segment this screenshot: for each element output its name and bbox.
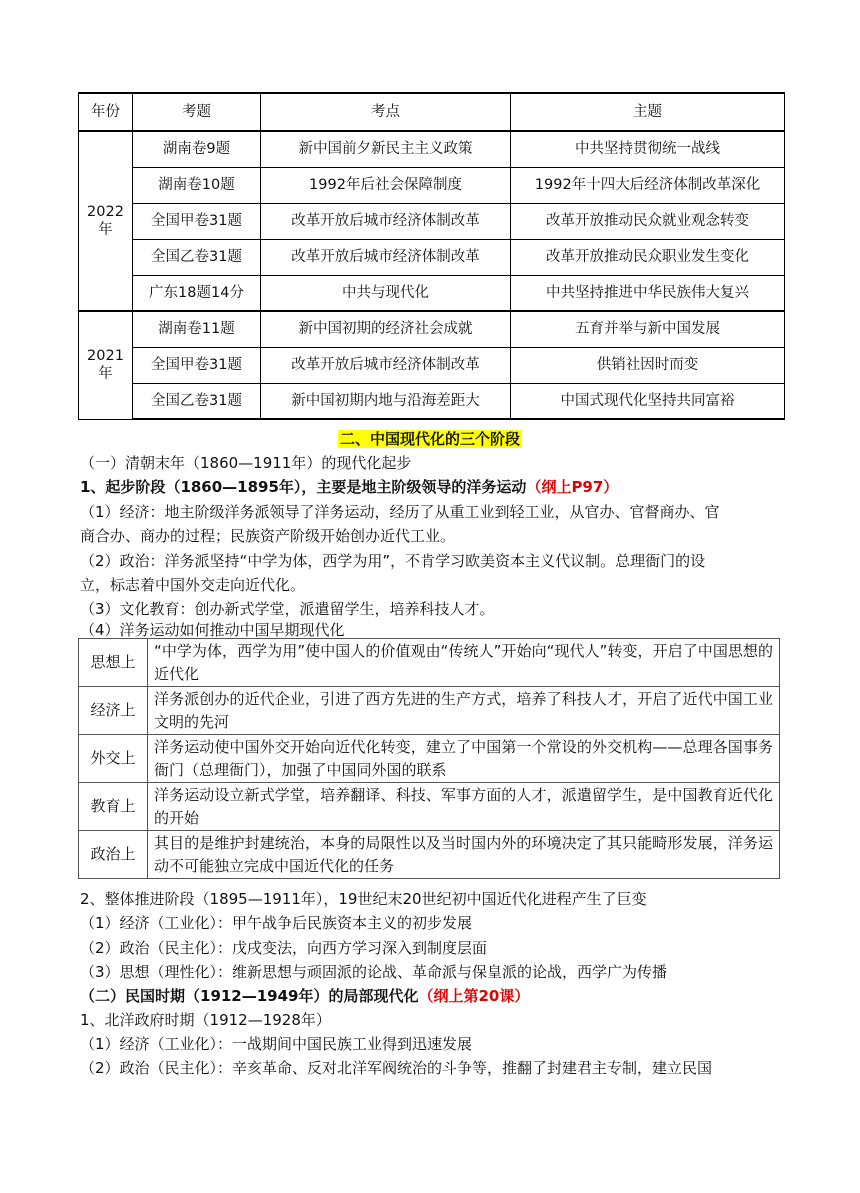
- paragraph: 立，标志着中国外交走向近代化。: [80, 576, 306, 594]
- table-header-row: [79, 93, 785, 131]
- section-title: [0, 429, 860, 449]
- year-cell-2021: 2021 年: [79, 311, 133, 419]
- table-row: [79, 275, 785, 311]
- table-row: [79, 735, 780, 783]
- table-row: [79, 783, 780, 831]
- description-cell: 洋务运动使中国外交开始向近代化转变，建立了中国第一个常设的外交机构——总理各国事务衙门（总理衙门），加强了中国同外国的联系: [148, 735, 780, 783]
- table-row: [79, 131, 785, 167]
- paragraph: （3）文化教育：创办新式学堂，派遣留学生，培养科技人才。: [80, 600, 495, 618]
- question-cell: 全国乙卷31题: [133, 239, 261, 275]
- question-cell: 湖南卷9题: [133, 131, 261, 167]
- point-cell: 新中国前夕新民主主义政策: [261, 131, 511, 167]
- stage2-heading: 2、整体推进阶段（1895—1911年），19世纪末20世纪初中国近代化进程产生了巨变: [80, 890, 647, 908]
- part2-title: （二）民国时期（1912—1949年）的局部现代化: [80, 987, 419, 1005]
- exam-topics-table: [78, 92, 785, 420]
- table-row: [79, 203, 785, 239]
- paragraph: （1）经济（工业化）：一战期间中国民族工业得到迅速发展: [80, 1035, 473, 1053]
- theme-cell: 改革开放推动民众职业发生变化: [511, 239, 785, 275]
- theme-cell: 1992年十四大后经济体制改革深化: [511, 167, 785, 203]
- aspect-cell: 外交上: [79, 735, 148, 783]
- header-theme: 主题: [511, 93, 785, 131]
- question-cell: 全国乙卷31题: [133, 383, 261, 419]
- theme-cell: 供销社因时而变: [511, 347, 785, 383]
- paragraph: （2）政治（民主化）：辛亥革命、反对北洋军阀统治的斗争等，推翻了封建君主专制，建立民国: [80, 1059, 713, 1077]
- aspect-cell: 政治上: [79, 831, 148, 879]
- point-cell: 改革开放后城市经济体制改革: [261, 239, 511, 275]
- question-cell: 湖南卷11题: [133, 311, 261, 347]
- paragraph: （1）经济（工业化）：甲午战争后民族资本主义的初步发展: [80, 914, 473, 932]
- point-cell: 改革开放后城市经济体制改革: [261, 347, 511, 383]
- table-row: [79, 383, 785, 419]
- aspect-cell: 教育上: [79, 783, 148, 831]
- paragraph: 商合办、商办的过程；民族资产阶级开始创办近代工业。: [80, 527, 456, 545]
- theme-cell: 中共坚持贯彻统一战线: [511, 131, 785, 167]
- theme-cell: 五育并举与新中国发展: [511, 311, 785, 347]
- paragraph: （2）政治：洋务派坚持“中学为体，西学为用”，不肯学习欧美资本主义代议制。总理衙门的设: [80, 552, 706, 570]
- yangwu-impact-table: [78, 638, 780, 879]
- year-cell-2022: 2022 年: [79, 131, 133, 311]
- question-cell: 广东18题14分: [133, 275, 261, 311]
- stage1-title: 1、起步阶段（1860—1895年），主要是地主阶级领导的洋务运动: [80, 478, 527, 496]
- table-row: [79, 831, 780, 879]
- part2-reference: （纲上第20课）: [418, 987, 530, 1005]
- question-cell: 全国甲卷31题: [133, 203, 261, 239]
- paragraph: （1）经济：地主阶级洋务派领导了洋务运动，经历了从重工业到轻工业，从官办、官督商办、官: [80, 503, 720, 521]
- header-question: 考题: [133, 93, 261, 131]
- theme-cell: 改革开放推动民众就业观念转变: [511, 203, 785, 239]
- table-row: [79, 687, 780, 735]
- part1-heading: （一）清朝末年（1860—1911年）的现代化起步: [80, 454, 412, 472]
- point-cell: 中共与现代化: [261, 275, 511, 311]
- part2-subheading: 1、北洋政府时期（1912—1928年）: [80, 1011, 331, 1029]
- point-cell: 新中国初期的经济社会成就: [261, 311, 511, 347]
- paragraph: （2）政治（民主化）：戊戌变法，向西方学习深入到制度层面: [80, 939, 488, 957]
- description-cell: “中学为体，西学为用”使中国人的价值观由“传统人”开始向“现代人”转变，开启了中国思想的近代化: [148, 639, 780, 687]
- part2-heading: [80, 986, 529, 1006]
- table-row: [79, 167, 785, 203]
- point-cell: 1992年后社会保障制度: [261, 167, 511, 203]
- table-row: [79, 239, 785, 275]
- section-title-text: 二、中国现代化的三个阶段: [339, 430, 520, 448]
- point-cell: 新中国初期内地与沿海差距大: [261, 383, 511, 419]
- point-cell: 改革开放后城市经济体制改革: [261, 203, 511, 239]
- description-cell: 其目的是维护封建统治，本身的局限性以及当时国内外的环境决定了其只能畸形发展，洋务运动不可能独立完成中国近代化的任务: [148, 831, 780, 879]
- aspect-cell: 经济上: [79, 687, 148, 735]
- header-year: 年份: [79, 93, 133, 131]
- aspect-cell: 思想上: [79, 639, 148, 687]
- description-cell: 洋务运动设立新式学堂，培养翻译、科技、军事方面的人才，派遣留学生，是中国教育近代化的开始: [148, 783, 780, 831]
- question-cell: 湖南卷10题: [133, 167, 261, 203]
- table-row: [79, 639, 780, 687]
- table-row: [79, 347, 785, 383]
- paragraph: （3）思想（理性化）：维新思想与顽固派的论战、革命派与保皇派的论战，西学广为传播: [80, 963, 668, 981]
- stage1-heading: [80, 477, 618, 497]
- description-cell: 洋务派创办的近代企业，引进了西方先进的生产方式，培养了科技人才，开启了近代中国工业文明的先河: [148, 687, 780, 735]
- stage1-reference: （纲上P97）: [526, 478, 619, 496]
- theme-cell: 中国式现代化坚持共同富裕: [511, 383, 785, 419]
- table-row: [79, 311, 785, 347]
- question-cell: 全国甲卷31题: [133, 347, 261, 383]
- paragraph: （4）洋务运动如何推动中国早期现代化: [80, 621, 345, 639]
- theme-cell: 中共坚持推进中华民族伟大复兴: [511, 275, 785, 311]
- header-point: 考点: [261, 93, 511, 131]
